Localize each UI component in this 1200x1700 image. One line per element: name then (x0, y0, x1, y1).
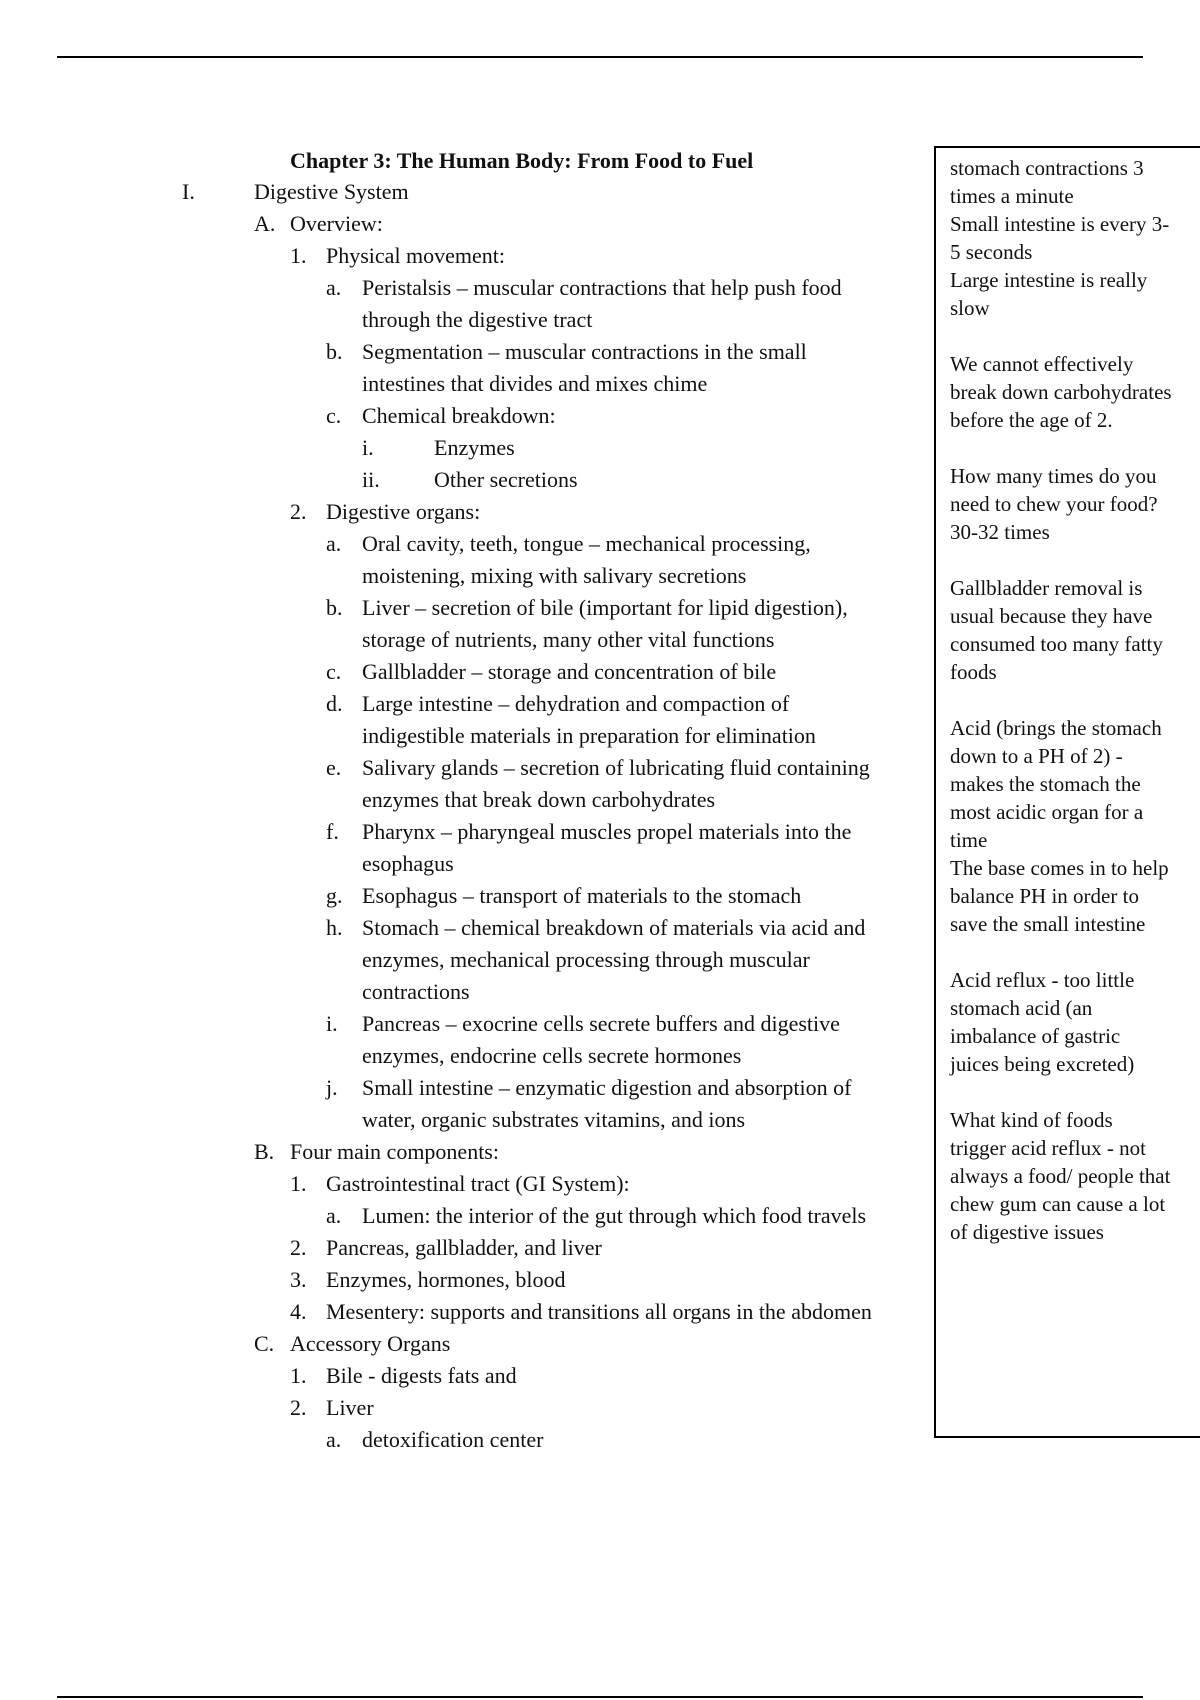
outline-marker: I. (182, 179, 195, 204)
bottom-rule (57, 1696, 1143, 1698)
outline-marker: c. (326, 403, 342, 428)
outline-text: Lumen: the interior of the gut through which food travels (362, 1203, 867, 1228)
outline-text: Four main components: (290, 1139, 499, 1164)
outline-text: Gallbladder – storage and concentration of bile (362, 659, 777, 684)
margin-note-line: What kind of foods (950, 1108, 1113, 1132)
note-spacer (950, 686, 1200, 714)
outline-text: detoxification center (362, 1427, 544, 1452)
outline-text-continued: enzymes, endocrine cells secrete hormones (362, 1043, 742, 1068)
outline-marker: 2. (290, 499, 307, 524)
outline-marker: b. (326, 339, 343, 364)
outline-marker: A. (254, 211, 276, 236)
margin-note-line: How many times do you (950, 464, 1157, 488)
margin-note-line: slow (950, 296, 990, 320)
margin-note-line: before the age of 2. (950, 408, 1113, 432)
margin-note-line: makes the stomach the (950, 772, 1141, 796)
outline-marker: 2. (290, 1395, 307, 1420)
outline-marker: 1. (290, 243, 307, 268)
margin-note-line: balance PH in order to (950, 884, 1139, 908)
margin-note-line: always a food/ people that (950, 1164, 1171, 1188)
outline-text: Liver (326, 1395, 374, 1420)
outline-text-continued: enzymes that break down carbohydrates (362, 787, 716, 812)
outline-marker: d. (326, 691, 343, 716)
outline-text: Small intestine – enzymatic digestion and absorption of (362, 1075, 852, 1100)
outline-text-continued: through the digestive tract (362, 307, 593, 332)
outline-marker: b. (326, 595, 343, 620)
margin-note-line: We cannot effectively (950, 352, 1134, 376)
margin-note-line: break down carbohydrates (950, 380, 1172, 404)
outline-text-continued: enzymes, mechanical processing through muscular (362, 947, 810, 972)
chapter-title: Chapter 3: The Human Body: From Food to Fuel (290, 148, 754, 173)
outline-text: Esophagus – transport of materials to the stomach (362, 883, 802, 908)
margin-note-line: 30-32 times (950, 520, 1050, 544)
outline-text: Pancreas – exocrine cells secrete buffers and digestive (362, 1011, 840, 1036)
margin-note-line: most acidic organ for a (950, 800, 1144, 824)
outline-text: Peristalsis – muscular contractions that help push food (362, 275, 842, 300)
outline-text: Segmentation – muscular contractions in the small (362, 339, 807, 364)
outline-text: Mesentery: supports and transitions all organs in the abdomen (326, 1299, 872, 1324)
outline-text-continued: moistening, mixing with salivary secretions (362, 563, 747, 588)
margin-note-line: save the small intestine (950, 912, 1146, 936)
outline-marker: f. (326, 819, 339, 844)
outline-marker: a. (326, 275, 342, 300)
outline-text: Liver – secretion of bile (important for lipid digestion), (362, 595, 848, 620)
outline-marker: j. (326, 1075, 338, 1100)
outline-marker: 2. (290, 1235, 307, 1260)
margin-note-line: trigger acid reflux - not (950, 1136, 1146, 1160)
margin-note-line: The base comes in to help (950, 856, 1169, 880)
outline-marker: B. (254, 1139, 275, 1164)
outline-text: Gastrointestinal tract (GI System): (326, 1171, 630, 1196)
margin-note-line: Acid reflux - too little (950, 968, 1135, 992)
outline-text: Pancreas, gallbladder, and liver (326, 1235, 602, 1260)
margin-note-line: Small intestine is every 3- (950, 212, 1170, 236)
margin-note-line: Large intestine is really (950, 268, 1148, 292)
outline-text: Enzymes, hormones, blood (326, 1267, 566, 1292)
margin-note-line: of digestive issues (950, 1220, 1104, 1244)
outline-text-continued: water, organic substrates vitamins, and ions (362, 1107, 746, 1132)
outline-text: Digestive organs: (326, 499, 481, 524)
outline-text: Enzymes (434, 435, 515, 460)
margin-note-line: Acid (brings the stomach (950, 716, 1162, 740)
outline-text: Chemical breakdown: (362, 403, 556, 428)
outline-text: Accessory Organs (290, 1331, 451, 1356)
margin-notes-box (934, 146, 1200, 1438)
outline-marker: a. (326, 531, 342, 556)
outline-text: Other secretions (434, 467, 578, 492)
margin-note-line: usual because they have (950, 604, 1153, 628)
note-spacer (950, 546, 1200, 574)
margin-note-line: time (950, 828, 988, 852)
outline-text: Salivary glands – secretion of lubricating fluid containing (362, 755, 870, 780)
outline-text: Stomach – chemical breakdown of materials via acid and (362, 915, 866, 940)
outline-marker: h. (326, 915, 343, 940)
margin-note-line: consumed too many fatty (950, 632, 1163, 656)
margin-note-line: stomach contractions 3 (950, 156, 1144, 180)
outline-marker: g. (326, 883, 343, 908)
margin-note-line: down to a PH of 2) - (950, 744, 1123, 768)
outline-text-continued: intestines that divides and mixes chime (362, 371, 708, 396)
outline-text: Bile - digests fats and (326, 1363, 517, 1388)
note-spacer (950, 322, 1200, 350)
note-spacer (950, 434, 1200, 462)
margin-note-line: chew gum can cause a lot (950, 1192, 1166, 1216)
outline-marker: 1. (290, 1171, 307, 1196)
margin-note-line: stomach acid (an (950, 996, 1093, 1020)
outline-text: Physical movement: (326, 243, 506, 268)
margin-note-line: foods (950, 660, 997, 684)
note-spacer (950, 938, 1200, 966)
outline-marker: 1. (290, 1363, 307, 1388)
outline-marker: 3. (290, 1267, 307, 1292)
outline-marker: a. (326, 1427, 342, 1452)
outline-text: Oral cavity, teeth, tongue – mechanical processing, (362, 531, 811, 556)
outline-marker: a. (326, 1203, 342, 1228)
top-rule (57, 56, 1143, 58)
outline-text-continued: indigestible materials in preparation for elimination (362, 723, 816, 748)
note-spacer (950, 1078, 1200, 1106)
outline-marker: c. (326, 659, 342, 684)
outline-marker: 4. (290, 1299, 307, 1324)
outline-marker: i. (326, 1011, 338, 1036)
outline-marker: i. (362, 435, 374, 460)
outline-text-continued: contractions (362, 979, 470, 1004)
outline-text-continued: storage of nutrients, many other vital functions (362, 627, 775, 652)
outline-text: Overview: (290, 211, 383, 236)
margin-note-line: juices being excreted) (950, 1052, 1135, 1076)
outline-text-continued: esophagus (362, 851, 454, 876)
margin-note-line: times a minute (950, 184, 1074, 208)
outline-text: Pharynx – pharyngeal muscles propel materials into the (362, 819, 852, 844)
outline-text: Large intestine – dehydration and compaction of (362, 691, 790, 716)
margin-note-line: Gallbladder removal is (950, 576, 1143, 600)
outline-marker: e. (326, 755, 342, 780)
outline-marker: ii. (362, 467, 380, 492)
outline-marker: C. (254, 1331, 275, 1356)
margin-note-line: 5 seconds (950, 240, 1033, 264)
margin-note-line: imbalance of gastric (950, 1024, 1121, 1048)
margin-note-line: need to chew your food? (950, 492, 1158, 516)
outline-text: Digestive System (254, 179, 409, 204)
